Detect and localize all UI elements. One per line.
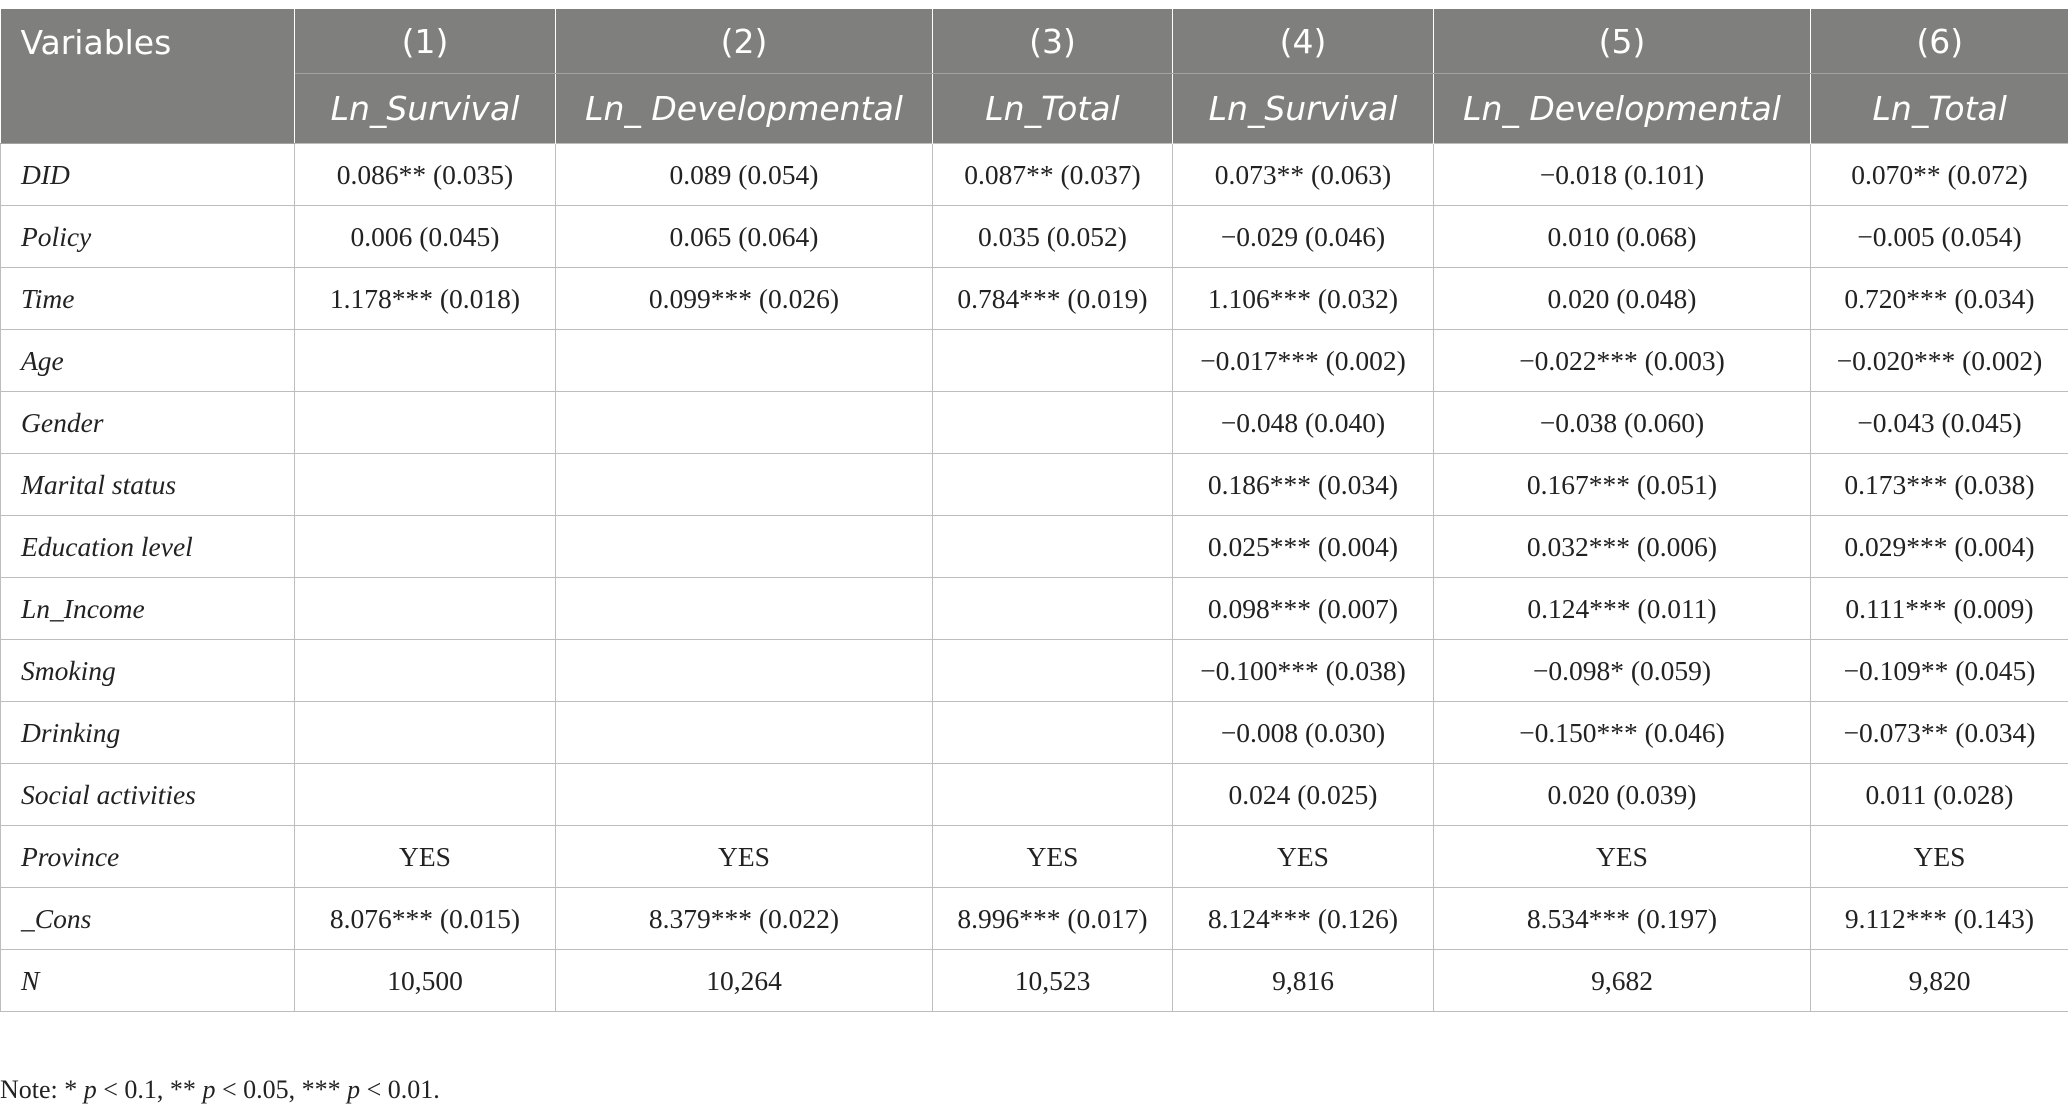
row-variable-label: Drinking	[1, 702, 295, 764]
table-cell: 8.124*** (0.126)	[1173, 888, 1434, 950]
table-cell: 10,264	[556, 950, 933, 1012]
dependent-variable-3: Ln_Total	[933, 74, 1173, 144]
table-cell	[295, 764, 556, 826]
table-cell: 9,816	[1173, 950, 1434, 1012]
table-cell: 0.006 (0.045)	[295, 206, 556, 268]
table-row	[1, 268, 2068, 330]
regression-table	[0, 9, 2068, 1012]
table-cell: 0.020 (0.039)	[1434, 764, 1811, 826]
table-cell	[556, 454, 933, 516]
table-cell	[556, 702, 933, 764]
row-variable-label: Gender	[1, 392, 295, 454]
table-cell	[933, 640, 1173, 702]
table-cell: 0.111*** (0.009)	[1811, 578, 2068, 640]
table-cell: 0.073** (0.063)	[1173, 144, 1434, 206]
table-row	[1, 144, 2068, 206]
table-cell: 9,820	[1811, 950, 2068, 1012]
table-cell: −0.043 (0.045)	[1811, 392, 2068, 454]
table-cell	[295, 516, 556, 578]
row-variable-label: Smoking	[1, 640, 295, 702]
column-number-3: (3)	[933, 9, 1173, 74]
table-cell: YES	[933, 826, 1173, 888]
table-cell: 0.087** (0.037)	[933, 144, 1173, 206]
table-cell: 10,500	[295, 950, 556, 1012]
table-cell	[295, 454, 556, 516]
row-variable-label: Education level	[1, 516, 295, 578]
table-cell: 0.186*** (0.034)	[1173, 454, 1434, 516]
column-number-4: (4)	[1173, 9, 1434, 74]
note-p-symbol: p	[347, 1075, 361, 1104]
table-cell: 0.784*** (0.019)	[933, 268, 1173, 330]
table-row	[1, 826, 2068, 888]
table-cell	[556, 392, 933, 454]
table-cell: −0.008 (0.030)	[1173, 702, 1434, 764]
table-row	[1, 888, 2068, 950]
table-cell	[295, 578, 556, 640]
table-cell	[933, 578, 1173, 640]
row-variable-label: N	[1, 950, 295, 1012]
table-cell: 1.106*** (0.032)	[1173, 268, 1434, 330]
table-cell: 0.173*** (0.038)	[1811, 454, 2068, 516]
table-cell	[933, 330, 1173, 392]
table-cell: −0.150*** (0.046)	[1434, 702, 1811, 764]
header-row-dependent-variables	[1, 74, 2068, 144]
table-cell: 0.035 (0.052)	[933, 206, 1173, 268]
table-cell	[933, 516, 1173, 578]
table-cell: −0.100*** (0.038)	[1173, 640, 1434, 702]
row-variable-label: Marital status	[1, 454, 295, 516]
table-cell: YES	[1811, 826, 2068, 888]
table-cell: 0.024 (0.025)	[1173, 764, 1434, 826]
table-cell: 0.070** (0.072)	[1811, 144, 2068, 206]
table-cell: 0.089 (0.054)	[556, 144, 933, 206]
table-cell	[295, 702, 556, 764]
table-cell	[933, 454, 1173, 516]
table-cell	[556, 764, 933, 826]
row-variable-label: Province	[1, 826, 295, 888]
table-cell: −0.029 (0.046)	[1173, 206, 1434, 268]
table-cell	[933, 702, 1173, 764]
table-cell: YES	[556, 826, 933, 888]
dependent-variable-5: Ln_ Developmental	[1434, 74, 1811, 144]
table-note	[0, 1075, 440, 1105]
table-cell: 0.124*** (0.011)	[1434, 578, 1811, 640]
dependent-variable-4: Ln_Survival	[1173, 74, 1434, 144]
row-variable-label: Policy	[1, 206, 295, 268]
variables-header: Variables	[1, 9, 295, 144]
table-cell: −0.048 (0.040)	[1173, 392, 1434, 454]
table-cell	[295, 392, 556, 454]
row-variable-label: Age	[1, 330, 295, 392]
note-p-symbol: p	[83, 1075, 97, 1104]
row-variable-label: DID	[1, 144, 295, 206]
table-cell: 0.099*** (0.026)	[556, 268, 933, 330]
table-cell: YES	[1434, 826, 1811, 888]
row-variable-label: Social activities	[1, 764, 295, 826]
table-cell	[295, 330, 556, 392]
table-cell: 0.025*** (0.004)	[1173, 516, 1434, 578]
table-cell: 8.996*** (0.017)	[933, 888, 1173, 950]
table-cell: 8.534*** (0.197)	[1434, 888, 1811, 950]
table-header	[1, 9, 2068, 144]
table-cell	[556, 330, 933, 392]
table-row	[1, 330, 2068, 392]
table-cell	[933, 764, 1173, 826]
table-cell: −0.018 (0.101)	[1434, 144, 1811, 206]
table-cell: −0.022*** (0.003)	[1434, 330, 1811, 392]
row-variable-label: Time	[1, 268, 295, 330]
table-row	[1, 516, 2068, 578]
table-cell: 1.178*** (0.018)	[295, 268, 556, 330]
column-number-1: (1)	[295, 9, 556, 74]
table-cell	[556, 516, 933, 578]
table-row	[1, 640, 2068, 702]
dependent-variable-2: Ln_ Developmental	[556, 74, 933, 144]
row-variable-label: _Cons	[1, 888, 295, 950]
note-p-symbol: p	[202, 1075, 216, 1104]
table-cell: −0.038 (0.060)	[1434, 392, 1811, 454]
table-cell: 8.379*** (0.022)	[556, 888, 933, 950]
column-number-6: (6)	[1811, 9, 2068, 74]
table-cell: 0.029*** (0.004)	[1811, 516, 2068, 578]
table-body	[1, 144, 2068, 1012]
table-cell: YES	[1173, 826, 1434, 888]
table-cell: 0.720*** (0.034)	[1811, 268, 2068, 330]
table-cell: 0.065 (0.064)	[556, 206, 933, 268]
table-cell: 8.076*** (0.015)	[295, 888, 556, 950]
table-row	[1, 702, 2068, 764]
table-cell	[556, 640, 933, 702]
row-variable-label: Ln_Income	[1, 578, 295, 640]
table-cell: 0.032*** (0.006)	[1434, 516, 1811, 578]
note-threshold-1: < 0.1, **	[96, 1075, 203, 1104]
table-cell: 0.010 (0.068)	[1434, 206, 1811, 268]
table-cell	[556, 578, 933, 640]
table-row	[1, 764, 2068, 826]
table-row	[1, 392, 2068, 454]
table-cell: −0.098* (0.059)	[1434, 640, 1811, 702]
note-threshold-3: < 0.01.	[360, 1075, 440, 1104]
table-cell: 9.112*** (0.143)	[1811, 888, 2068, 950]
table-cell	[295, 640, 556, 702]
table-cell: −0.017*** (0.002)	[1173, 330, 1434, 392]
note-prefix: Note: *	[0, 1075, 84, 1104]
column-number-5: (5)	[1434, 9, 1811, 74]
table-cell: 0.020 (0.048)	[1434, 268, 1811, 330]
dependent-variable-1: Ln_Survival	[295, 74, 556, 144]
table-row	[1, 206, 2068, 268]
table-cell: −0.073** (0.034)	[1811, 702, 2068, 764]
table-cell: −0.109** (0.045)	[1811, 640, 2068, 702]
table-cell	[933, 392, 1173, 454]
table-cell: 9,682	[1434, 950, 1811, 1012]
table-row	[1, 950, 2068, 1012]
table-row	[1, 454, 2068, 516]
table-cell: −0.005 (0.054)	[1811, 206, 2068, 268]
table-cell: 0.011 (0.028)	[1811, 764, 2068, 826]
column-number-2: (2)	[556, 9, 933, 74]
header-row-column-numbers	[1, 9, 2068, 74]
dependent-variable-6: Ln_Total	[1811, 74, 2068, 144]
table-cell: 0.098*** (0.007)	[1173, 578, 1434, 640]
table-cell: YES	[295, 826, 556, 888]
table-cell: 0.086** (0.035)	[295, 144, 556, 206]
table-cell: −0.020*** (0.002)	[1811, 330, 2068, 392]
table-row	[1, 578, 2068, 640]
table-cell: 10,523	[933, 950, 1173, 1012]
note-threshold-2: < 0.05, ***	[215, 1075, 348, 1104]
table-cell: 0.167*** (0.051)	[1434, 454, 1811, 516]
